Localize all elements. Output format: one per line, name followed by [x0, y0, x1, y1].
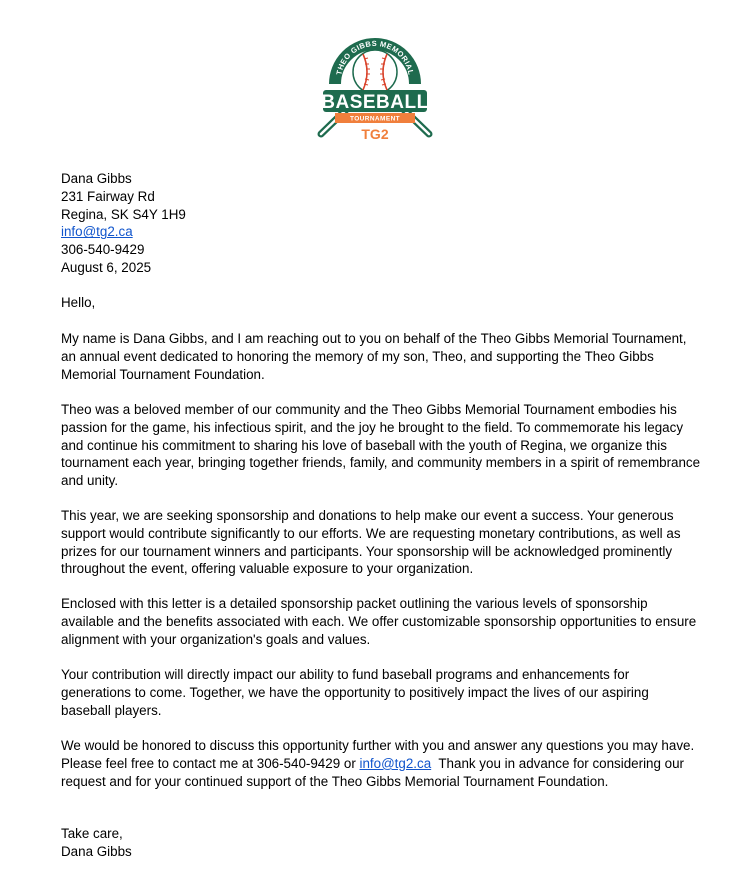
logo-main-text: BASEBALL: [321, 92, 429, 113]
paragraph-contact: [61, 737, 701, 790]
letter-date: August 6, 2025: [61, 259, 152, 275]
logo-ribbon-text: TOURNAMENT: [349, 115, 401, 123]
sender-name: Dana Gibbs: [61, 171, 132, 186]
signature: Dana Gibbs: [61, 844, 132, 859]
sender-street: 231 Fairway Rd: [61, 188, 155, 204]
closing: Take care,: [61, 826, 123, 841]
paragraph-about-theo: Theo was a beloved member of our community and the Theo Gibbs Memorial Tournament embodies his passion for the game, his infectious spirit, and the joy he brought to the field. To commemorate his legacy and continue his commitment to sharing his love of baseball with the youth of Regina, we organize this tournament each year, bringing together friends, family, and community members in a spirit of remembrance and unity.: [61, 402, 701, 489]
logo-short-text: TG2: [361, 126, 389, 142]
greeting: Hello,: [61, 295, 96, 310]
sender-address-block: [61, 170, 701, 277]
logo-arc-text: THEO GIBBS MEMORIAL: [334, 38, 416, 76]
contact-email-link[interactable]: info@tg2.ca: [359, 755, 432, 771]
baseball-icon: [353, 50, 397, 94]
sender-city: Regina, SK S4Y 1H9: [61, 206, 186, 222]
paragraph-sponsorship-packet: Enclosed with this letter is a detailed sponsorship packet outlining the various levels of sponsorship available and the benefits associated with each. We offer customizable sponsorship opportunities to ensure alignment with your organization's goals and values.: [61, 596, 697, 647]
paragraph-sponsorship-request: This year, we are seeking sponsorship and donations to help make our event a success. Your generous support would contribute significantly to our efforts. We are requesting monetary contributions, as well as prizes for our tournament winners and participants. Your sponsorship will be acknowledged prominently throughout the event, offering valuable exposure to your organization.: [61, 508, 681, 577]
sender-email-link[interactable]: info@tg2.ca: [61, 224, 133, 240]
paragraph-intro: My name is Dana Gibbs, and I am reaching out to you on behalf of the Theo Gibbs Memorial Tournament, an annual event dedicated to honoring the memory of my son, Theo, and supporting the Theo Gibbs Memorial Tournament Foundation.: [61, 331, 687, 382]
paragraph-impact: Your contribution will directly impact our ability to fund baseball programs and enhancements for generations to come. Together, we have the opportunity to positively impact the lives of our aspiring baseball players.: [61, 667, 649, 718]
sender-phone: 306-540-9429: [61, 242, 145, 258]
contact-text-after: Thank you in advance for considering our request and for your continued support of the Theo Gibbs Memorial Tournament Foundation.: [61, 755, 688, 789]
tournament-logo: [313, 34, 437, 146]
contact-text-before: We would be honored to discuss this opportunity further with you and answer any questions you may have. Please feel free to contact me at 306-540-9429 or: [61, 738, 695, 771]
